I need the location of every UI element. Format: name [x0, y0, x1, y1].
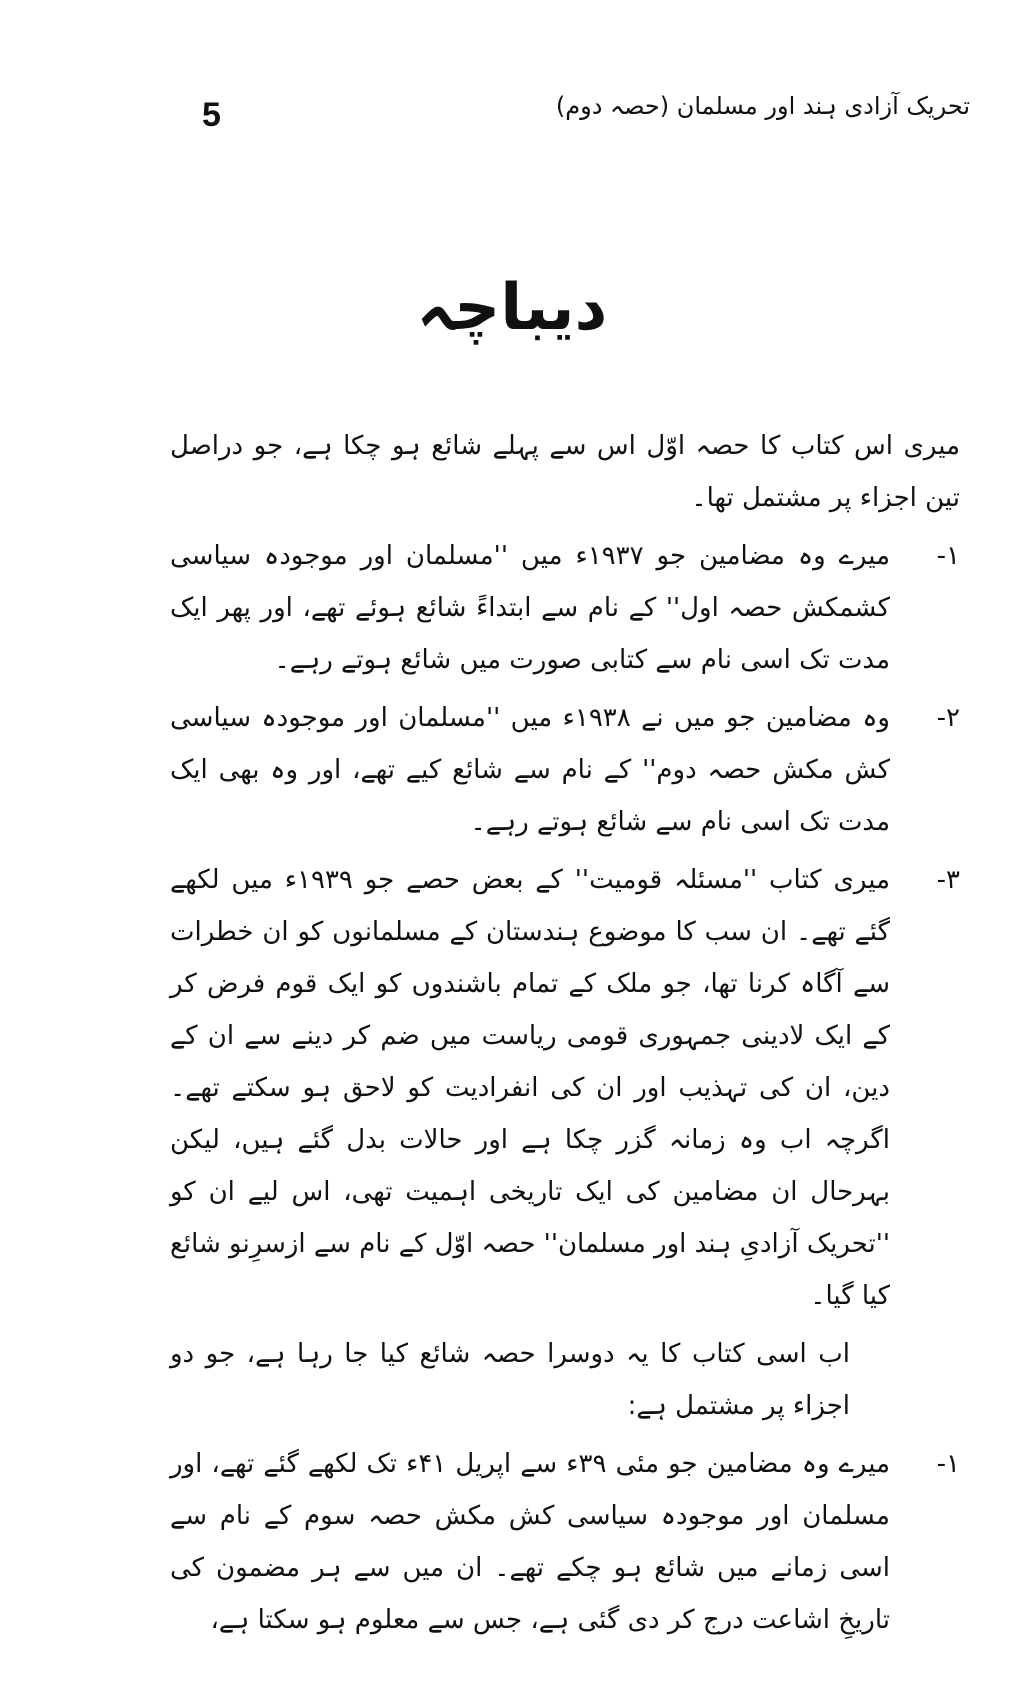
- intro-paragraph: میری اس کتاب کا حصہ اوّل اس سے پہلے شائع ہو چکا ہے، جو دراصل تین اجزاء پر مشتمل تھا۔: [170, 431, 960, 513]
- list-item-number: ۱-: [936, 541, 960, 571]
- list-item-number: ۲-: [936, 703, 960, 733]
- list-item: [170, 854, 960, 1322]
- list-item-text: میری کتاب ''مسئلہ قومیت'' کے بعض حصے جو ۱۹۳۹ء میں لکھے گئے تھے۔ ان سب کا موضوع ہندستان کے مسلمانوں کو ان خطرات سے آگاہ کرنا تھا، جو ملک کے تمام باشندوں کو ایک قوم فرض کر کے ایک لادینی جمہوری قومی ریاست میں ضم کر دینے سے ان کے دین، ان کی تہذیب اور ان کی انفرادیت کو لاحق ہو سکتے تھے۔ اگرچہ اب وہ زمانہ گزر چکا ہے اور حالات بدل گئے ہیں، لیکن بہرحال ان مضامین کی ایک تاریخی اہمیت تھی، اس لیے ان کو ''تحریک آزادیِ ہند اور مسلمان'' حصہ اوّل کے نام سے ازسرِنو شائع کیا گیا۔: [170, 865, 890, 1311]
- list-item-number: ۱-: [936, 1449, 960, 1479]
- list-item: [170, 692, 960, 848]
- list-item: [170, 530, 960, 686]
- list-item-text: وہ مضامین جو میں نے ۱۹۳۸ء میں ''مسلمان اور موجودہ سیاسی کش مکش حصہ دوم'' کے نام سے شائع کیے تھے، اور وہ بھی ایک مدت تک اسی نام سے شائع ہوتے رہے۔: [170, 703, 890, 837]
- chapter-title: دیباچہ: [416, 271, 608, 345]
- body-text: [170, 420, 960, 1652]
- running-title: تحریک آزادی ہند اور مسلمان (حصہ دوم): [555, 92, 970, 120]
- list-item: [170, 1438, 960, 1646]
- list-item-number: ۳-: [936, 865, 960, 895]
- page-number: 5: [202, 96, 221, 134]
- list-item-text: میرے وہ مضامین جو مئی ۳۹ء سے اپریل ۴۱ء تک لکھے گئے تھے، اور مسلمان اور موجودہ سیاسی کش مکش حصہ سوم کے نام سے اسی زمانے میں شائع ہو چکے تھے۔ ان میں سے ہر مضمون کی تاریخِ اشاعت درج کر دی گئی ہے، جس سے معلوم ہو سکتا ہے،: [170, 1449, 890, 1635]
- page-header: [190, 88, 970, 148]
- list-item-text: میرے وہ مضامین جو ۱۹۳۷ء میں ''مسلمان اور موجودہ سیاسی کشمکش حصہ اول'' کے نام سے ابتداءً شائع ہوئے تھے، اور پھر ایک مدت تک اسی نام سے کتابی صورت میں شائع ہوتے رہے۔: [170, 541, 890, 675]
- second-part-intro: اب اسی کتاب کا یہ دوسرا حصہ شائع کیا جا رہا ہے، جو دو اجزاء پر مشتمل ہے:: [170, 1339, 850, 1421]
